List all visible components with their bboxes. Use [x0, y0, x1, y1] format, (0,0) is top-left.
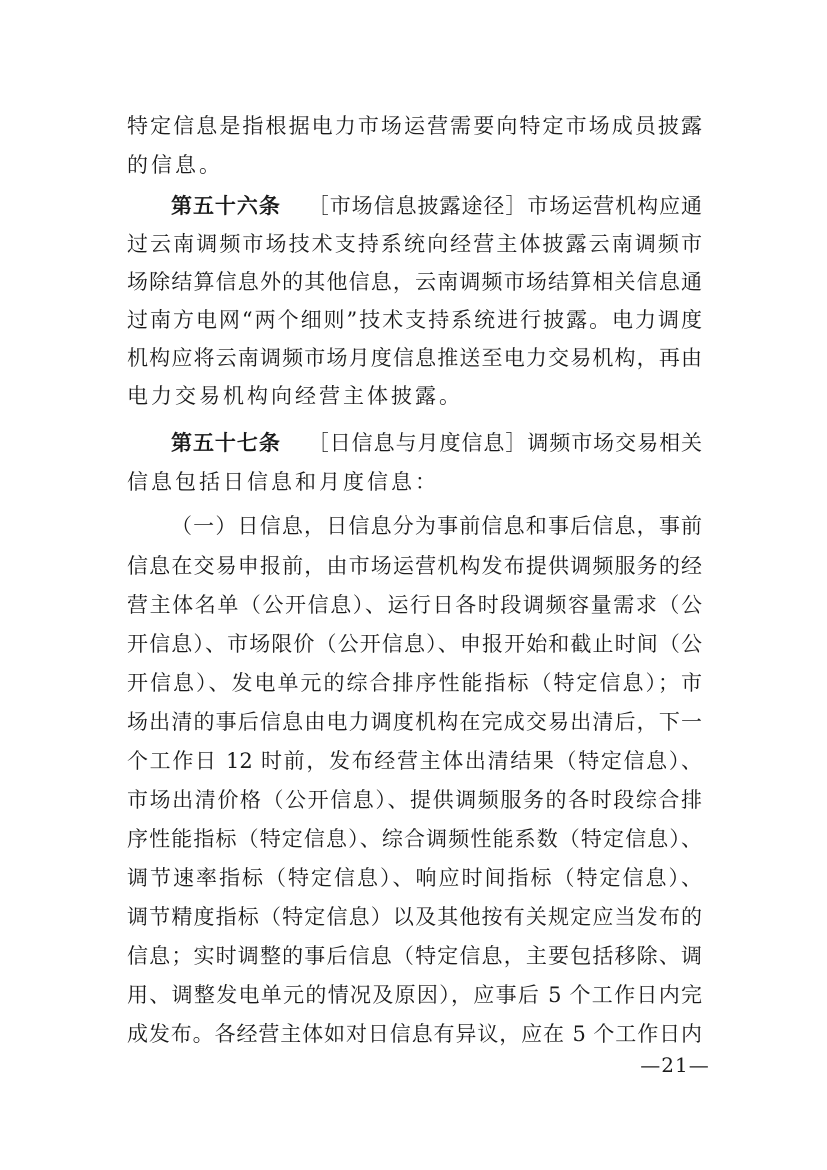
text-line: 个工作日 12 时前，发布经营主体出清结果（特定信息）、: [127, 749, 702, 773]
text-line: 调节速率指标（特定信息）、响应时间指标（特定信息）、: [127, 866, 702, 890]
text-line: 开信息）、市场限价（公开信息）、申报开始和截止时间（公: [127, 632, 702, 656]
text-line: 调节精度指标（特定信息）以及其他按有关规定应当发布的: [127, 905, 702, 929]
text-line: 机构应将云南调频市场月度信息推送至电力交易机构，再由: [127, 346, 702, 370]
text-line: 场出清的事后信息由电力调度机构在完成交易出清后，下一: [127, 710, 702, 734]
text-line: 营主体名单（公开信息）、运行日各时段调频容量需求（公: [127, 593, 702, 617]
text-line: 场除结算信息外的其他信息，云南调频市场结算相关信息通: [127, 270, 702, 294]
text-line: 过南方电网“两个细则”技术支持系统进行披露。电力调度: [127, 308, 702, 332]
text-line: 市场出清价格（公开信息）、提供调频服务的各时段综合排: [127, 788, 702, 812]
page-number: —21—: [640, 1053, 710, 1077]
article-57-text: ［日信息与月度信息］调频市场交易相关: [306, 431, 703, 455]
text-line: 成发布。各经营主体如对日信息有异议，应在 5 个工作日内: [127, 1022, 702, 1046]
text-line: 信息在交易申报前，由市场运营机构发布提供调频服务的经: [127, 554, 702, 578]
article-56-first-line: [171, 188, 702, 224]
text-line: 的信息。: [127, 153, 223, 177]
text-line: 信息包括日信息和月度信息：: [127, 470, 439, 494]
text-line: 特定信息是指根据电力市场运营需要向特定市场成员披露: [127, 114, 702, 138]
article-56-text: ［市场信息披露途径］市场运营机构应通: [306, 194, 703, 218]
text-line: 开信息）、发电单元的综合排序性能指标（特定信息）；市: [127, 671, 702, 695]
article-57-first-line: [171, 425, 702, 461]
text-line: 电力交易机构向经营主体披露。: [127, 384, 463, 408]
text-line: 用、调整发电单元的情况及原因），应事后 5 个工作日内完: [127, 983, 702, 1007]
text-line: 信息；实时调整的事后信息（特定信息，主要包括移除、调: [127, 944, 702, 968]
article-56-title: 第五十六条: [171, 193, 281, 218]
text-line: 序性能指标（特定信息）、综合调频性能系数（特定信息）、: [127, 827, 702, 851]
text-line: 过云南调频市场技术支持系统向经营主体披露云南调频市: [127, 232, 702, 256]
item-1-first-line: （一）日信息，日信息分为事前信息和事后信息，事前: [171, 514, 702, 538]
article-57-title: 第五十七条: [171, 430, 281, 455]
